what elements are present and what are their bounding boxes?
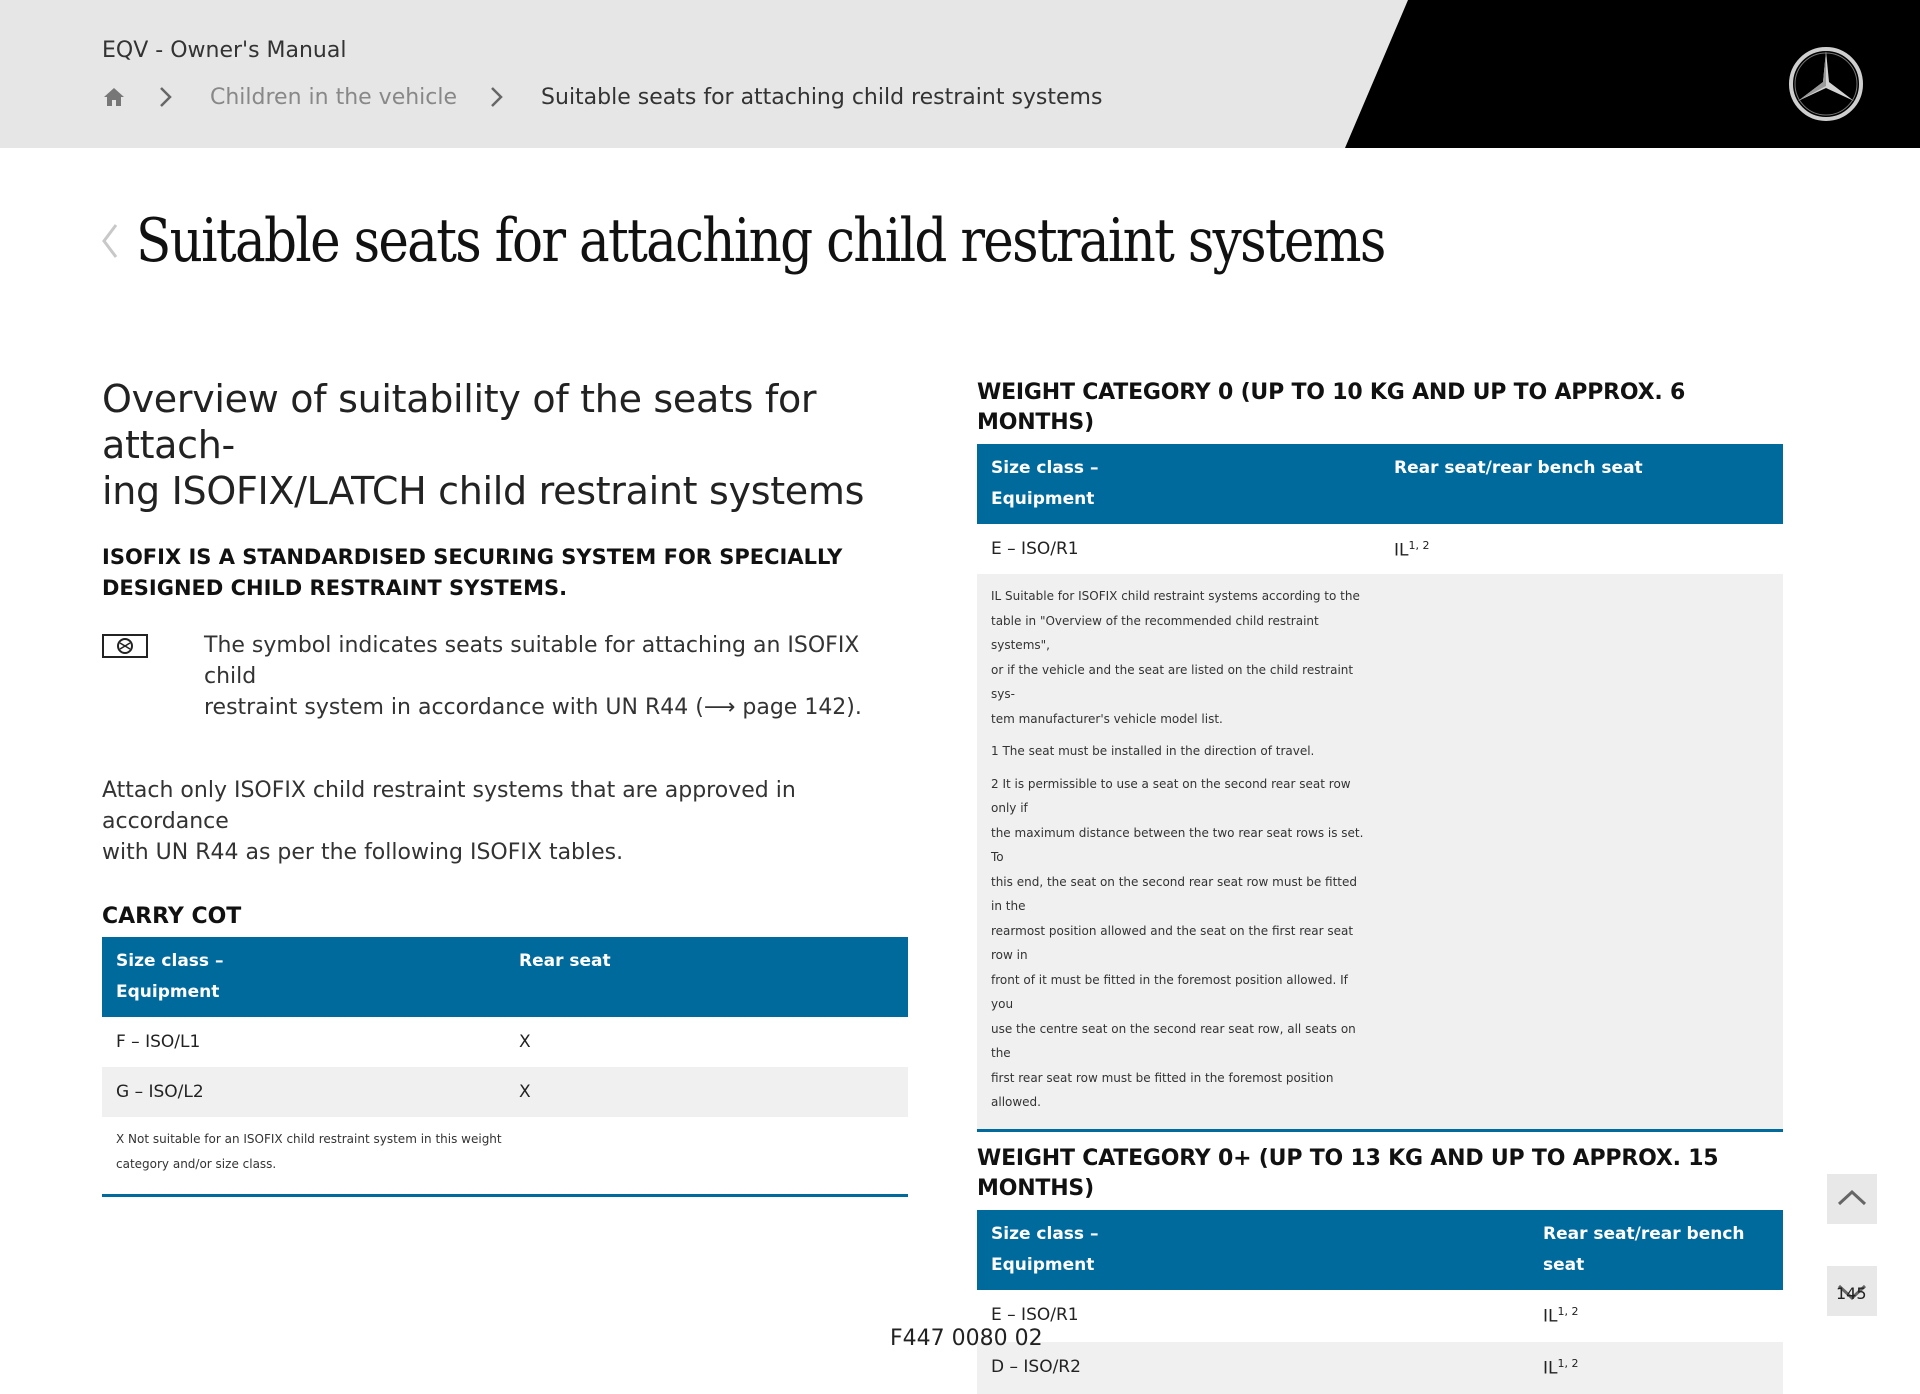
- header-text: Size class –: [991, 458, 1099, 478]
- section-title-line: Overview of suitability of the seats for attach-: [102, 377, 817, 467]
- header-text: Equipment: [116, 982, 220, 1002]
- value-cell: [1543, 1357, 1579, 1379]
- breadcrumb: [102, 82, 1102, 112]
- header-rear-bench-seat: Rear seat/rear bench seat: [1543, 1223, 1745, 1275]
- weight-category-0-table: [977, 444, 1783, 1132]
- header-rear-seat: Rear seat: [519, 951, 611, 971]
- value-cell: [1543, 1305, 1579, 1327]
- symbol-text-line: restraint system in accordance with UN R44 (⟶ page 142).: [204, 695, 862, 720]
- chevron-right-icon: [158, 86, 174, 108]
- value-superscript: 1, 2: [1557, 1356, 1579, 1370]
- section-title-line: ing ISOFIX/LATCH child restraint systems: [102, 469, 865, 513]
- value-cell: X: [519, 1082, 531, 1102]
- footnote-line: 2 It is permissible to use a seat on the second rear seat row only if: [991, 776, 1351, 815]
- value-text: IL: [1394, 540, 1409, 561]
- right-column: [977, 378, 1783, 1394]
- value-text: IL: [1543, 1306, 1558, 1327]
- section-title: [102, 376, 908, 514]
- footnote-line: or if the vehicle and the seat are listed on the child restraint sys-: [991, 662, 1354, 701]
- header-size-class: [116, 946, 336, 1008]
- size-cell: F – ISO/L1: [116, 1032, 201, 1052]
- footnote-line: rearmost position allowed and the seat on the first rear seat row in: [991, 923, 1354, 962]
- footnote-line: the maximum distance between the two rear seat rows is set. To: [991, 825, 1364, 864]
- footnote-line: first rear seat row must be fitted in the foremost position allowed.: [991, 1070, 1334, 1109]
- table-row: [102, 1067, 908, 1117]
- top-header: [0, 0, 1920, 148]
- carry-cot-title: CARRY COT: [102, 904, 242, 929]
- footnote-line: tem manufacturer's vehicle model list.: [991, 711, 1223, 726]
- isofix-symbol-icon: [102, 634, 148, 658]
- header-size-class: [991, 1219, 1211, 1281]
- weight-category-0plus-table: [977, 1210, 1783, 1394]
- footnote-line: table in "Overview of the recommended child restraint systems",: [991, 613, 1319, 652]
- footnote-2: [991, 772, 1371, 1115]
- table-header: [977, 1210, 1783, 1290]
- table-row: [102, 1017, 908, 1067]
- carry-cot-table: [102, 937, 908, 1197]
- footnote-line: use the centre seat on the second rear seat row, all seats on the: [991, 1021, 1356, 1060]
- footnote-line: X Not suitable for an ISOFIX child restraint system in this weight: [116, 1132, 502, 1146]
- footnote-line: 1 The seat must be installed in the direction of travel.: [991, 744, 1315, 758]
- weight-category-0plus-title: WEIGHT CATEGORY 0+ (UP TO 13 KG AND UP TO APPROX. 15 MONTHS): [977, 1145, 1719, 1201]
- symbol-text: [204, 630, 908, 723]
- header-text: Size class –: [991, 1223, 1099, 1244]
- size-cell: G – ISO/L2: [116, 1082, 204, 1102]
- home-icon[interactable]: [102, 85, 126, 109]
- weight-category-0-title: WEIGHT CATEGORY 0 (UP TO 10 KG AND UP TO APPROX. 6 MONTHS): [977, 380, 1686, 435]
- table-header: [102, 937, 908, 1017]
- value-superscript: 1, 2: [1557, 1304, 1579, 1318]
- chevron-up-icon: [1827, 1174, 1877, 1224]
- header-text: Size class –: [116, 951, 224, 971]
- manual-title: EQV - Owner's Manual: [102, 38, 347, 63]
- attach-text: [102, 775, 908, 868]
- footnote-line: this end, the seat on the second rear seat row must be fitted in the: [991, 874, 1357, 913]
- table-bottom-rule: [102, 1194, 908, 1197]
- table-row: [977, 1342, 1783, 1394]
- footnote-il: [991, 584, 1371, 731]
- footnote-line: front of it must be fitted in the foremost position allowed. If you: [991, 972, 1348, 1011]
- header-text: Equipment: [991, 1254, 1095, 1275]
- isofix-heading: [102, 542, 908, 604]
- page-title: Suitable seats for attaching child restraint systems: [136, 206, 1385, 276]
- footnote-1: [991, 739, 1371, 764]
- header-text: Equipment: [991, 489, 1095, 509]
- breadcrumb-link-children[interactable]: Children in the vehicle: [210, 84, 458, 110]
- table-bottom-rule: [977, 1129, 1783, 1132]
- left-column: [102, 376, 908, 1197]
- chevron-left-icon[interactable]: [100, 222, 120, 260]
- document-code: F447 0080 02: [890, 1326, 1043, 1351]
- mercedes-star-icon[interactable]: [1788, 46, 1864, 122]
- breadcrumb-current: Suitable seats for attaching child restraint systems: [541, 84, 1103, 110]
- size-cell: E – ISO/R1: [991, 539, 1079, 559]
- table-header: [977, 444, 1783, 524]
- value-cell: X: [519, 1032, 531, 1052]
- isofix-heading-line: DESIGNED CHILD RESTRAINT SYSTEMS.: [102, 576, 568, 600]
- table-row: [977, 524, 1783, 574]
- attach-text-line: Attach only ISOFIX child restraint systems that are approved in accordance: [102, 778, 796, 834]
- value-text: IL: [1543, 1358, 1558, 1379]
- chevron-right-icon: [489, 86, 505, 108]
- footnote-line: category and/or size class.: [116, 1156, 277, 1171]
- symbol-row: [102, 630, 908, 723]
- header-size-class: [991, 453, 1211, 515]
- footnote-line: IL Suitable for ISOFIX child restraint systems according to the: [991, 589, 1360, 603]
- table-footnotes: [977, 574, 1783, 1129]
- scroll-up-button[interactable]: [1827, 1174, 1877, 1224]
- symbol-text-line: The symbol indicates seats suitable for attaching an ISOFIX child: [204, 633, 860, 689]
- header-rear-bench-seat: Rear seat/rear bench seat: [1394, 458, 1643, 478]
- table-footnote: [102, 1117, 908, 1194]
- page-number: 145: [1836, 1284, 1867, 1303]
- isofix-heading-line: ISOFIX IS A STANDARDISED SECURING SYSTEM FOR SPECIALLY: [102, 545, 843, 569]
- size-cell: D – ISO/R2: [991, 1356, 1081, 1377]
- value-superscript: 1, 2: [1408, 539, 1430, 552]
- size-cell: E – ISO/R1: [991, 1304, 1079, 1325]
- table-row: [977, 1290, 1783, 1342]
- value-cell: [1394, 539, 1430, 561]
- attach-text-line: with UN R44 as per the following ISOFIX tables.: [102, 840, 624, 865]
